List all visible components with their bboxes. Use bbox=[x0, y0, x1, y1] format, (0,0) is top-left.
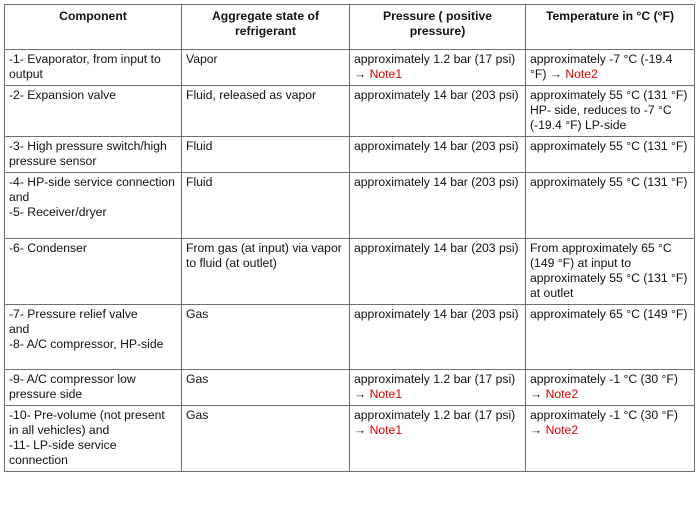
pressure-value-text: approximately 1.2 bar (17 psi) → bbox=[354, 408, 516, 437]
header-row bbox=[5, 5, 695, 50]
component-line: -8- A/C compressor, HP-side bbox=[9, 337, 164, 351]
refrigerant-table-container bbox=[4, 4, 695, 472]
temperature-value-text: approximately 55 °C (131 °F) bbox=[530, 139, 688, 153]
component-cell bbox=[5, 239, 182, 305]
pressure-value-text: approximately 14 bar (203 psi) bbox=[354, 88, 519, 102]
header-temperature: Temperature in °C (°F) bbox=[526, 5, 695, 50]
temperature-value-text: approximately -7 °C (-19.4 °F) → bbox=[530, 52, 673, 81]
aggregate-state-cell: Fluid bbox=[182, 173, 350, 239]
pressure-cell bbox=[350, 173, 526, 239]
temperature-value-text: From approximately 65 °C (149 °F) at input to approximately 55 °C (131 °F) at outlet bbox=[530, 241, 688, 300]
aggregate-state-cell: Gas bbox=[182, 406, 350, 472]
table-row bbox=[5, 239, 695, 305]
table-row bbox=[5, 86, 695, 137]
table-body bbox=[5, 50, 695, 472]
pressure-cell bbox=[350, 50, 526, 86]
pressure-cell bbox=[350, 86, 526, 137]
component-cell bbox=[5, 305, 182, 370]
component-cell bbox=[5, 370, 182, 406]
temperature-cell bbox=[526, 239, 695, 305]
temperature-value-text: approximately -1 °C (30 °F) → bbox=[530, 408, 678, 437]
component-cell bbox=[5, 137, 182, 173]
component-cell bbox=[5, 50, 182, 86]
pressure-cell bbox=[350, 305, 526, 370]
temperature-cell bbox=[526, 86, 695, 137]
temperature-value-text: approximately 65 °C (149 °F) bbox=[530, 307, 688, 321]
temperature-cell bbox=[526, 305, 695, 370]
temperature-value-text: approximately 55 °C (131 °F) bbox=[530, 175, 688, 189]
component-line: -7- Pressure relief valve bbox=[9, 307, 138, 321]
component-cell bbox=[5, 86, 182, 137]
aggregate-state-cell: Fluid, released as vapor bbox=[182, 86, 350, 137]
header-pressure: Pressure ( positive pressure) bbox=[350, 5, 526, 50]
temperature-cell bbox=[526, 370, 695, 406]
temperature-cell bbox=[526, 137, 695, 173]
temperature-note-link[interactable]: Note2 bbox=[545, 423, 579, 437]
pressure-value-text: approximately 14 bar (203 psi) bbox=[354, 307, 519, 321]
temperature-note-link[interactable]: Note2 bbox=[565, 67, 598, 81]
pressure-cell bbox=[350, 370, 526, 406]
component-line: and bbox=[9, 322, 30, 336]
component-line: and bbox=[9, 190, 30, 204]
temperature-value-text: approximately 55 °C (131 °F) HP- side, reduces to -7 °C (-19.4 °F) LP-side bbox=[530, 88, 688, 132]
pressure-note-link[interactable]: Note1 bbox=[369, 423, 403, 437]
component-line: -2- Expansion valve bbox=[9, 88, 117, 102]
temperature-note-link[interactable]: Note2 bbox=[545, 387, 579, 401]
component-cell bbox=[5, 406, 182, 472]
pressure-value-text: approximately 1.2 bar (17 psi) → bbox=[354, 52, 516, 81]
pressure-value-text: approximately 14 bar (203 psi) bbox=[354, 139, 519, 153]
pressure-cell bbox=[350, 137, 526, 173]
component-line: -5- Receiver/dryer bbox=[9, 205, 107, 219]
pressure-cell bbox=[350, 239, 526, 305]
pressure-note-link[interactable]: Note1 bbox=[369, 67, 403, 81]
aggregate-state-cell: Gas bbox=[182, 305, 350, 370]
aggregate-state-cell: Fluid bbox=[182, 137, 350, 173]
pressure-note-link[interactable]: Note1 bbox=[369, 387, 403, 401]
temperature-value-text: approximately -1 °C (30 °F) → bbox=[530, 372, 678, 401]
header-component: Component bbox=[5, 5, 182, 50]
table-row bbox=[5, 370, 695, 406]
temperature-cell bbox=[526, 173, 695, 239]
component-line: -6- Condenser bbox=[9, 241, 87, 255]
aggregate-state-cell: From gas (at input) via vapor to fluid (at outlet) bbox=[182, 239, 350, 305]
pressure-value-text: approximately 1.2 bar (17 psi) → bbox=[354, 372, 516, 401]
component-line: -1- Evaporator, from input to output bbox=[9, 52, 161, 81]
temperature-cell bbox=[526, 406, 695, 472]
aggregate-state-cell: Vapor bbox=[182, 50, 350, 86]
refrigerant-state-table bbox=[4, 4, 695, 472]
pressure-value-text: approximately 14 bar (203 psi) bbox=[354, 175, 519, 189]
aggregate-state-cell: Gas bbox=[182, 370, 350, 406]
component-line: -3- High pressure switch/high pressure sensor bbox=[9, 139, 167, 168]
temperature-cell bbox=[526, 50, 695, 86]
component-line: -9- A/C compressor low pressure side bbox=[9, 372, 136, 401]
table-row bbox=[5, 305, 695, 370]
pressure-cell bbox=[350, 406, 526, 472]
header-aggregate-state: Aggregate state of refrigerant bbox=[182, 5, 350, 50]
table-row bbox=[5, 173, 695, 239]
table-row bbox=[5, 50, 695, 86]
component-line: -10- Pre-volume (not present in all vehicles) and bbox=[9, 408, 165, 437]
component-cell bbox=[5, 173, 182, 239]
table-header bbox=[5, 5, 695, 50]
table-row bbox=[5, 406, 695, 472]
component-line: -11- LP-side service connection bbox=[9, 438, 117, 467]
pressure-value-text: approximately 14 bar (203 psi) bbox=[354, 241, 519, 255]
component-line: -4- HP-side service connection bbox=[9, 175, 175, 189]
table-row bbox=[5, 137, 695, 173]
